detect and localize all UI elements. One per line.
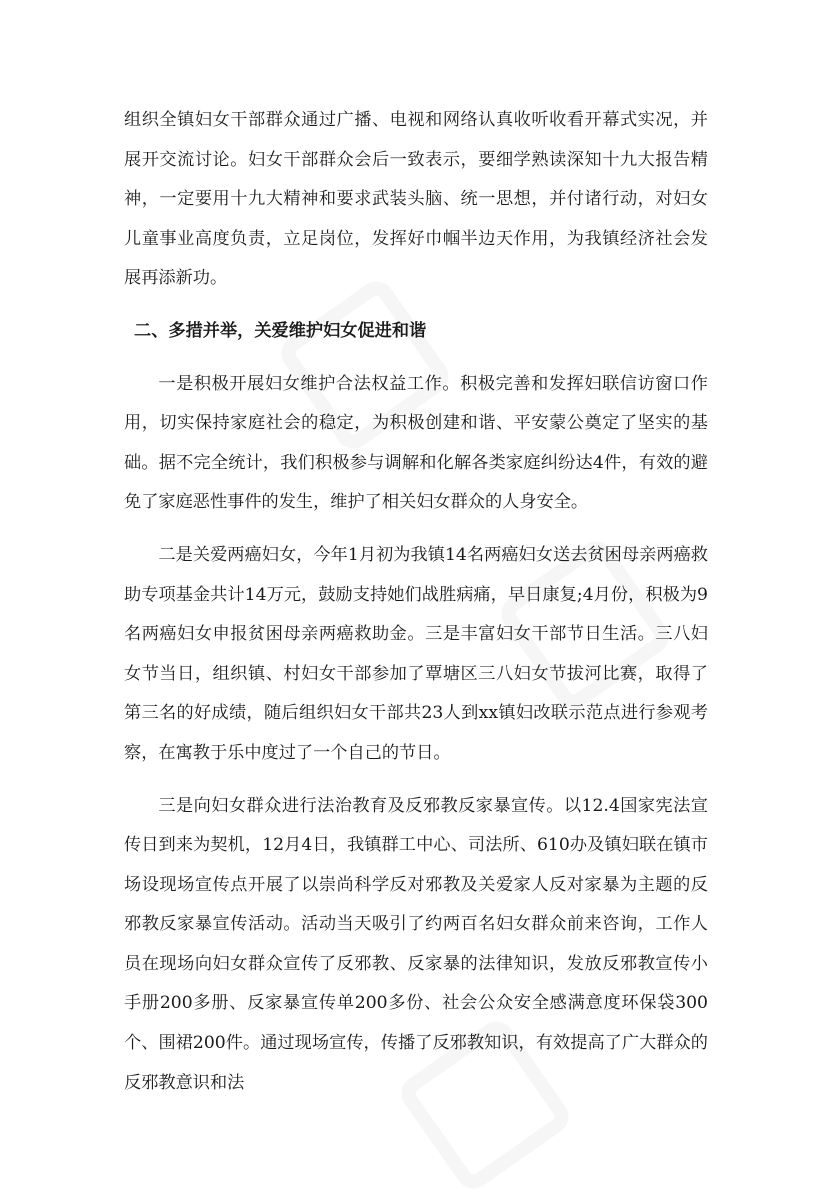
section-heading: 二、多措并举，关爱维护妇女促进和谐 [134,320,427,341]
document-body [124,101,708,1103]
paragraph: 一是积极开展妇女维护合法权益工作。积极完善和发挥妇联信访窗口作用，切实保持家庭社会的稳定，为积极创建和谐、平安蒙公奠定了坚实的基础。据不完全统计，我们积极参与调解和化解各类家庭纠纷达4件，有效的避免了家庭恶性事件的发生，维护了相关妇女群众的人身安全。 [124,373,708,513]
paragraph: 二是关爱两癌妇女，今年1月初为我镇14名两癌妇女送去贫困母亲两癌救助专项基金共计14万元，鼓励支持她们战胜病痛，早日康复;4月份，积极为9名两癌妇女申报贫困母亲两癌救助金。三是丰富妇女干部节日生活。三八妇女节当日，组织镇、村妇女干部参加了覃塘区三八妇女节拔河比赛，取得了第三名的好成绩，随后组织妇女干部共23人到xx镇妇改联示范点进行参观考察，在寓教于乐中度过了一个自己的节日。 [124,544,708,763]
paragraph: 组织全镇妇女干部群众通过广播、电视和网络认真收听收看开幕式实况，并展开交流讨论。妇女干部群众会后一致表示，要细学熟读深知十九大报告精神，一定要用十九大精神和要求武装头脑、统一思想，并付诸行动，对妇女儿童事业高度负责，立足岗位，发挥好巾帼半边天作用，为我镇经济社会发展再添新功。 [124,110,708,289]
paragraph: 三是向妇女群众进行法治教育及反邪教反家暴宣传。以12.4国家宪法宣传日到来为契机，12月4日，我镇群工中心、司法所、610办及镇妇联在镇市场设现场宣传点开展了以崇尚科学反对邪教及关爱家人反对家暴为主题的反邪教反家暴宣传活动。活动当天吸引了约两百名妇女群众前来咨询，工作人员在现场向妇女群众宣传了反邪教、反家暴的法律知识，发放反邪教宣传小手册200多册、反家暴宣传单200多份、社会公众安全感满意度环保袋300个、围裙200件。通过现场宣传，传播了反邪教知识，有效提高了广大群众的反邪教意识和法 [124,795,708,1093]
